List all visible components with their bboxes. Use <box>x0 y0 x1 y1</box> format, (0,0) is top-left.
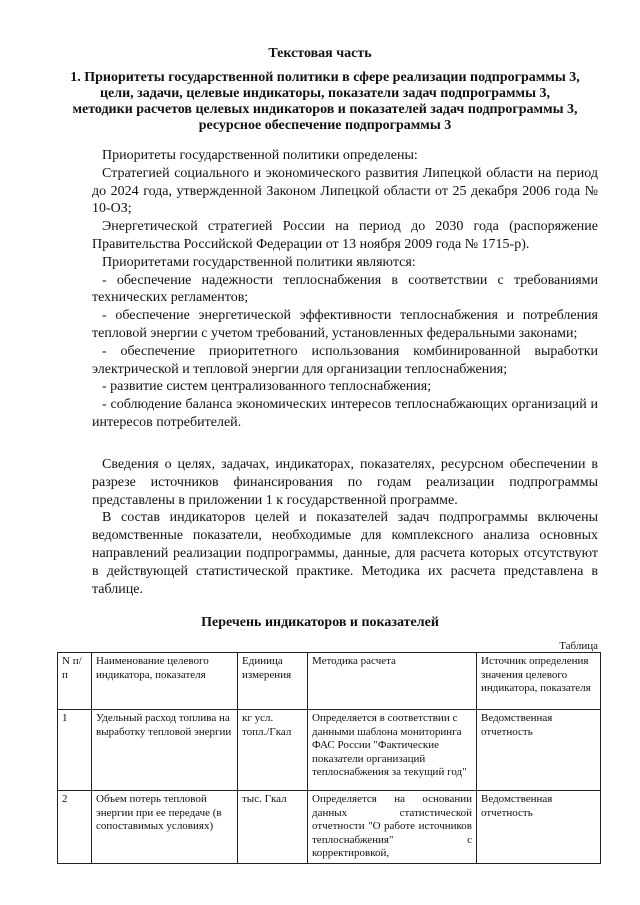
table-header-cell: N п/п <box>58 653 92 710</box>
table-cell: 2 <box>58 791 92 864</box>
paragraph: Приоритеты государственной политики определены: <box>102 148 418 163</box>
paragraph: - обеспечение надежности теплоснабжения в соответствии с требованиями технических регламентов; <box>92 272 598 306</box>
table-header-cell: Единица измерения <box>238 653 308 710</box>
table-cell: Определяется в соответствии с данными шаблона мониторинга ФАС России "Фактические показатели организаций теплоснабжения за текущий год" <box>308 710 477 791</box>
table-header-cell: Источник определения значения целевого индикатора, показателя <box>477 653 601 710</box>
paragraph: Стратегией социального и экономического развития Липецкой области на период до 2024 года, утвержденной Законом Липецкой области от 25 декабря 2006 года № 10-ОЗ; <box>92 165 598 217</box>
table-cell: тыс. Гкал <box>238 791 308 864</box>
body-text-2 <box>92 456 598 598</box>
paragraph: Сведения о целях, задачах, индикаторах, показателях, ресурсном обеспечении в разрезе источников финансирования по годам реализации подпрограммы представлены в приложении 1 к государственной программе. <box>92 457 598 508</box>
paragraph: - обеспечение приоритетного использования комбинированной выработки электрической и тепловой энергии для организации теплоснабжения; <box>92 343 598 377</box>
table-cell: Ведомственная отчетность <box>477 710 601 791</box>
table-row <box>58 710 601 791</box>
body-text-1 <box>92 147 598 432</box>
part-title: Текстовая часть <box>268 46 372 61</box>
table-row <box>58 791 601 864</box>
table-header-cell: Методика расчета <box>308 653 477 710</box>
paragraph: - обеспечение энергетической эффективности теплоснабжения и потребления тепловой энергии с учетом требований, установленных федеральными законами; <box>92 308 598 341</box>
table-label: Таблица <box>559 640 598 652</box>
paragraph: Энергетической стратегией России на период до 2030 года (распоряжение Правительства Российской Федерации от 13 ноября 2009 года № 1715-р). <box>92 219 598 252</box>
table-cell: Определяется на основании данных статистической отчетности "О работе источников теплоснабжения" с корректировкой, <box>308 791 477 864</box>
table-header-cell: Наименование целевого индикатора, показателя <box>92 653 238 710</box>
paragraph: Приоритетами государственной политики являются: <box>102 254 416 270</box>
indicators-table <box>57 652 601 864</box>
paragraph: - соблюдение баланса экономических интересов теплоснабжающих организаций и интересов потребителей. <box>92 397 598 430</box>
table-cell: 1 <box>58 710 92 791</box>
table-header-row <box>58 653 601 710</box>
paragraph: В состав индикаторов целей и показателей задач подпрограммы включены ведомственные показатели, необходимые для комплексного анализа основных направлений реализации подпрограммы, данные, для расчета которых отсутствуют в действующей статистической практике. Методика их расчета представлена в таблице. <box>92 510 598 597</box>
list-title: Перечень индикаторов и показателей <box>201 615 439 630</box>
table-cell: Удельный расход топлива на выработку тепловой энергии <box>92 710 238 791</box>
section-title: 1. Приоритеты государственной политики в сфере реализации подпрограммы 3, цели, задачи, целевые индикаторы, показатели задач подпрограммы 3, методики расчетов целевых индикаторов и показателей задач подпрограммы 3, ресурсное обеспечение подпрограммы 3 <box>70 70 580 133</box>
table-cell: кг усл. топл./Гкал <box>238 710 308 791</box>
table-cell: Ведомственная отчетность <box>477 791 601 864</box>
table-cell: Объем потерь тепловой энергии при ее передаче (в сопоставимых условиях) <box>92 791 238 864</box>
paragraph: - развитие систем централизованного теплоснабжения; <box>102 379 432 395</box>
